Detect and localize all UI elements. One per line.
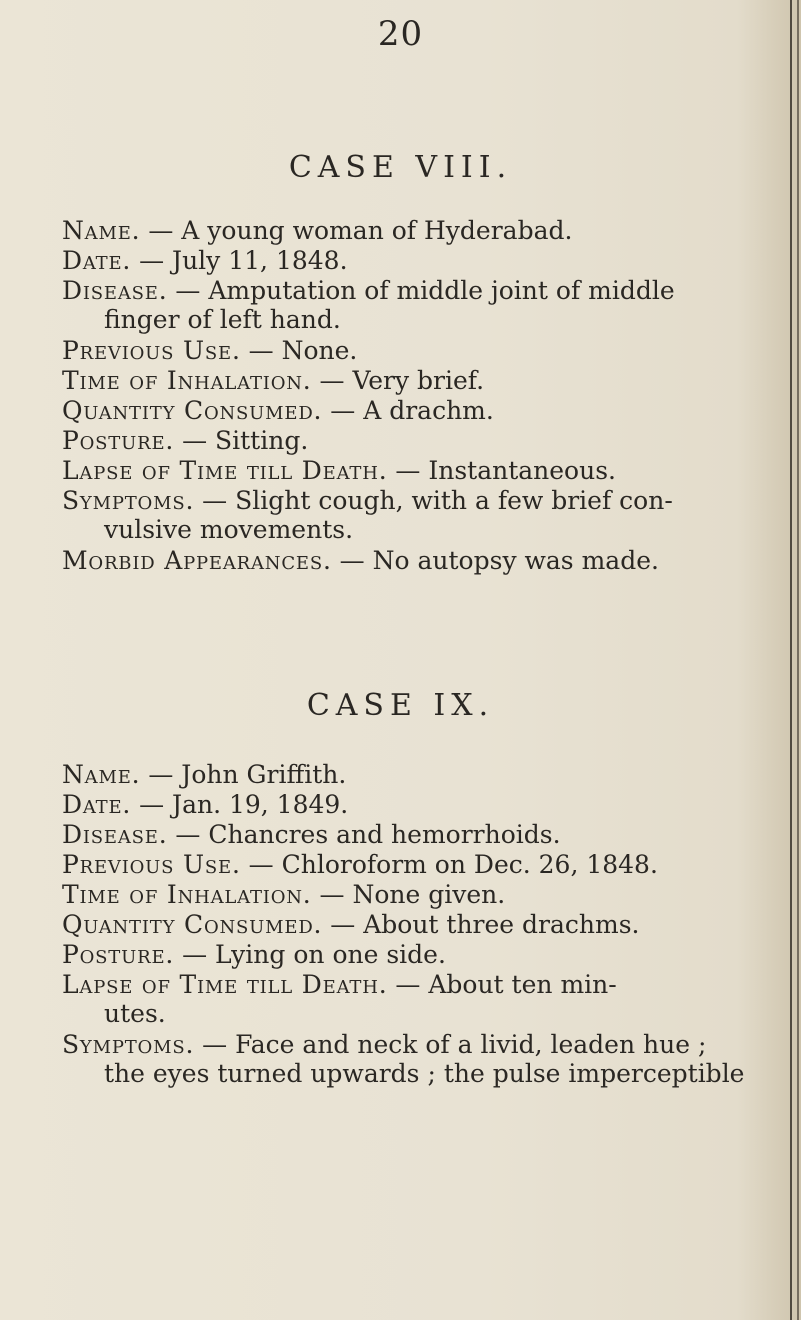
- entry-lapse-of-time: [62, 456, 777, 485]
- entry-label: Date.: [62, 246, 132, 275]
- entry-previous-use: [62, 850, 777, 879]
- case-heading-viii: CASE VIII.: [288, 150, 513, 185]
- entry-date: [62, 790, 777, 819]
- entry-text: — July 11, 1848.: [131, 246, 348, 275]
- entry-label: Posture.: [62, 940, 175, 969]
- entry-text: — Amputation of middle joint of middle: [167, 276, 675, 305]
- entry-label: Symptoms.: [62, 486, 195, 515]
- entry-label: Name.: [62, 760, 141, 789]
- entry-time-of-inhalation: [62, 880, 777, 909]
- entry-time-of-inhalation: [62, 366, 777, 395]
- entry-morbid-appearances: [62, 546, 777, 575]
- entry-label: Name.: [62, 216, 141, 245]
- case-heading-ix: CASE IX.: [306, 688, 495, 723]
- entry-text: — About ten min-: [387, 970, 617, 999]
- entry-text: — A young woman of Hyderabad.: [140, 216, 573, 245]
- entry-symptoms: [62, 486, 777, 544]
- entry-date: [62, 246, 777, 275]
- entry-continuation: utes.: [104, 999, 166, 1028]
- entry-quantity-consumed: [62, 910, 777, 939]
- entry-label: Previous Use.: [62, 850, 241, 879]
- entry-text: — No autopsy was made.: [331, 546, 659, 575]
- entry-text: — Instantaneous.: [387, 456, 616, 485]
- entry-continuation: finger of left hand.: [104, 305, 341, 334]
- entry-text: — About three drachms.: [322, 910, 640, 939]
- entry-text: — Chloroform on Dec. 26, 1848.: [240, 850, 658, 879]
- entry-symptoms: [62, 1030, 777, 1088]
- entry-label: Previous Use.: [62, 336, 241, 365]
- entry-text: — A drachm.: [322, 396, 494, 425]
- entry-label: Lapse of Time till Death.: [62, 970, 388, 999]
- entry-text: — Face and neck of a livid, leaden hue ;: [194, 1030, 707, 1059]
- entry-continuation: the eyes turned upwards ; the pulse imperceptible: [104, 1059, 745, 1088]
- entry-name: [62, 760, 777, 789]
- entry-label: Time of Inhalation.: [62, 366, 312, 395]
- entry-label: Date.: [62, 790, 132, 819]
- entry-label: Disease.: [62, 276, 168, 305]
- entry-text: — Jan. 19, 1849.: [131, 790, 349, 819]
- entry-disease: [62, 276, 777, 334]
- entry-label: Morbid Appearances.: [62, 546, 332, 575]
- entry-label: Quantity Consumed.: [62, 910, 323, 939]
- entry-previous-use: [62, 336, 777, 365]
- entry-label: Lapse of Time till Death.: [62, 456, 388, 485]
- entry-text: — None given.: [311, 880, 506, 909]
- entry-posture: [62, 426, 777, 455]
- entry-text: — None.: [240, 336, 358, 365]
- page-edge-shadow: [790, 0, 792, 1320]
- entry-text: — Sitting.: [174, 426, 309, 455]
- page-number: 20: [377, 14, 424, 54]
- entry-text: — Chancres and hemorrhoids.: [167, 820, 561, 849]
- entry-text: — Very brief.: [311, 366, 485, 395]
- entry-name: [62, 216, 777, 245]
- entry-label: Time of Inhalation.: [62, 880, 312, 909]
- page-edge-line: [797, 0, 799, 1320]
- entry-text: — John Griffith.: [140, 760, 347, 789]
- entry-quantity-consumed: [62, 396, 777, 425]
- entry-text: — Lying on one side.: [174, 940, 446, 969]
- entry-label: Quantity Consumed.: [62, 396, 323, 425]
- entry-lapse-of-time: [62, 970, 777, 1028]
- entry-continuation: vulsive movements.: [104, 515, 354, 544]
- entry-label: Posture.: [62, 426, 175, 455]
- entry-label: Disease.: [62, 820, 168, 849]
- entry-text: — Slight cough, with a few brief con-: [194, 486, 673, 515]
- entry-label: Symptoms.: [62, 1030, 195, 1059]
- entry-posture: [62, 940, 777, 969]
- entry-disease: [62, 820, 777, 849]
